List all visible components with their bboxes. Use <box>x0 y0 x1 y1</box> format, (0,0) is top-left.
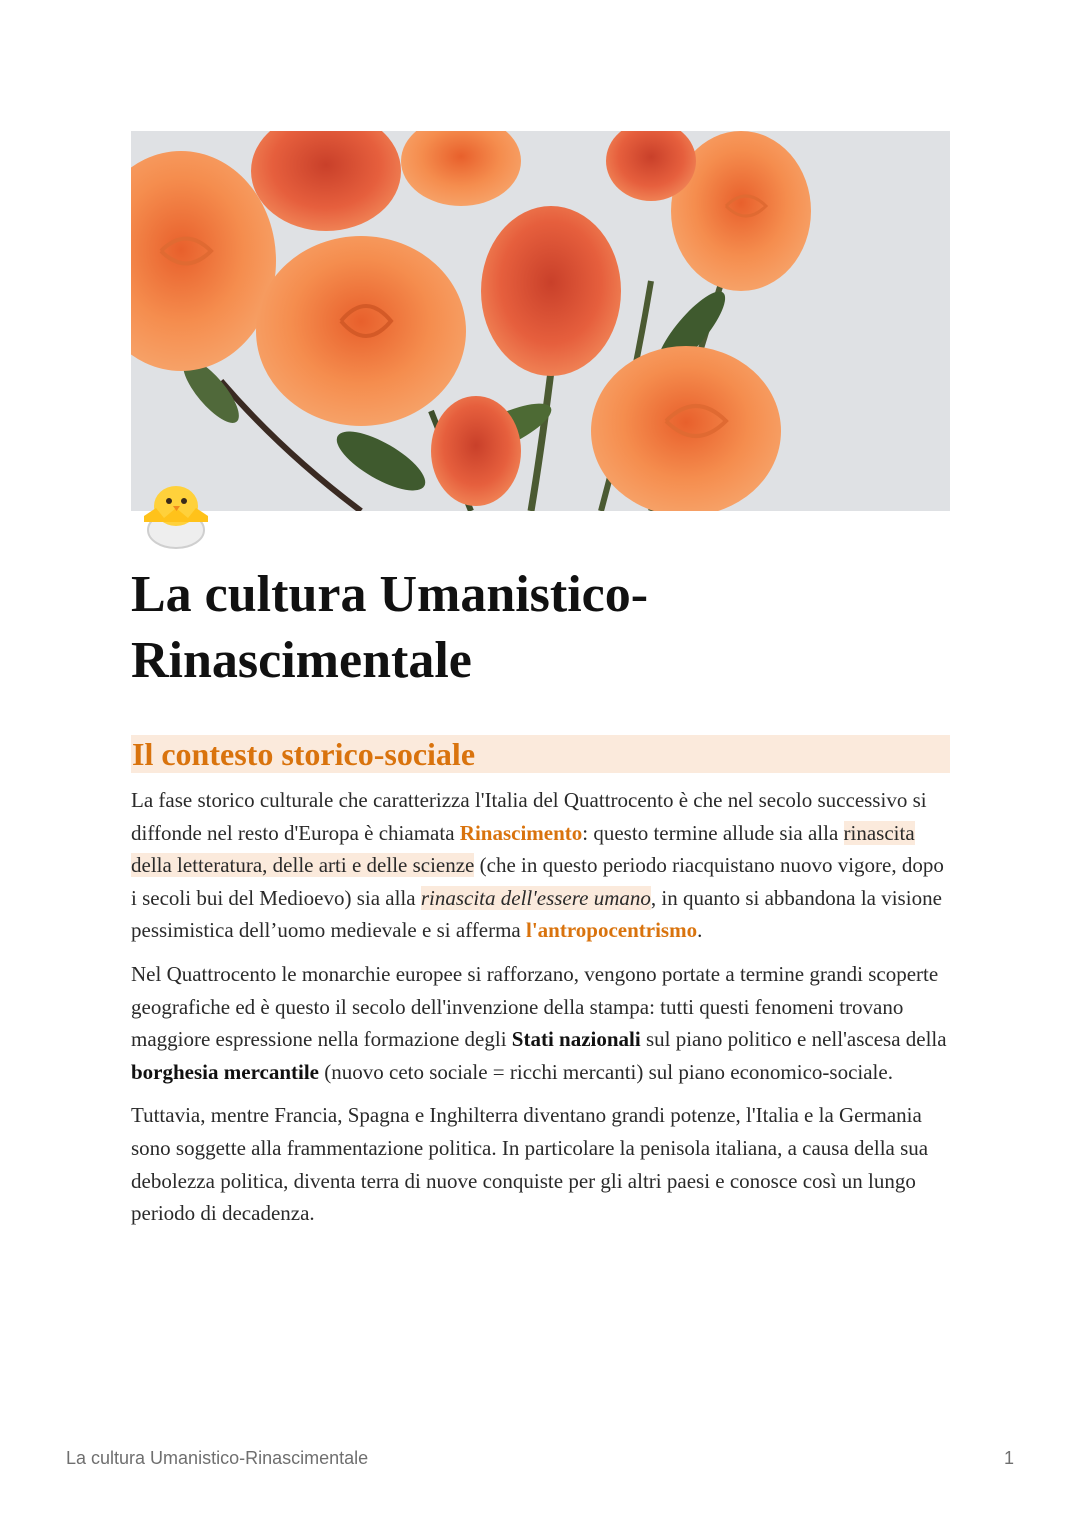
footer-document-title: La cultura Umanistico-Rinascimentale <box>66 1448 369 1468</box>
footer-page-number: 1 <box>1003 1448 1014 1468</box>
body-text <box>131 784 951 1241</box>
section-heading: Il contesto storico-sociale <box>131 735 950 773</box>
hatching-chick-icon[interactable] <box>136 476 218 552</box>
text-span: Tuttavia, mentre Francia, Spagna e Inghilterra diventano grandi potenze, l'Italia e la Germania sono soggette alla frammentazione politica. In particolare la penisola italiana, a causa della sua debolezza politica, diventa terra di nuove conquiste per gli altri paesi e conosce così un lungo periodo di decadenza. <box>131 1103 929 1226</box>
cover-image <box>131 131 950 511</box>
text-span: Nel Quattrocento le monarchie europee si rafforzano, vengono portate a termine grandi scoperte geografiche ed è questo il secolo dell'invenzione della stampa: tutti questi fenomeni trovano maggiore espressione nella formazione degli <box>131 961 939 1052</box>
term-stati-nazionali: Stati nazionali <box>511 1027 641 1052</box>
text-span: : questo termine allude sia alla <box>582 820 844 845</box>
text-span: , in quanto si abbandona la visione pessimistica dell’uomo medievale e si afferma <box>131 885 942 943</box>
text-span: (che in questo periodo riacquistano nuovo vigore, dopo i secoli bui del Medioevo) sia alla <box>131 853 944 910</box>
italic-highlighted-text: rinascita dell'essere umano <box>420 885 651 910</box>
page-title: La cultura Umanistico-Rinascimentale <box>131 566 649 689</box>
text-span: . <box>697 918 703 943</box>
term-borghesia-mercantile: borghesia mercantile <box>131 1059 319 1084</box>
paragraph-3 <box>131 1099 951 1229</box>
text-span: sul piano politico e nell'ascesa della <box>640 1027 947 1052</box>
highlighted-text: rinascita della letteratura, delle arti e delle scienze <box>131 820 915 878</box>
orange-roses-photo <box>131 131 950 511</box>
term-rinascimento: Rinascimento <box>459 820 583 845</box>
text-span: (nuovo ceto sociale = ricchi mercanti) sul piano economico-sociale. <box>319 1059 893 1084</box>
text-span: La fase storico culturale che caratterizza l'Italia del Quattrocento è che nel secolo successivo si diffonde nel resto d'Europa è chiamata <box>131 788 927 845</box>
paragraph-1 <box>131 784 951 947</box>
term-antropocentrismo: l'antropocentrismo <box>525 918 698 943</box>
paragraph-2 <box>131 958 951 1088</box>
